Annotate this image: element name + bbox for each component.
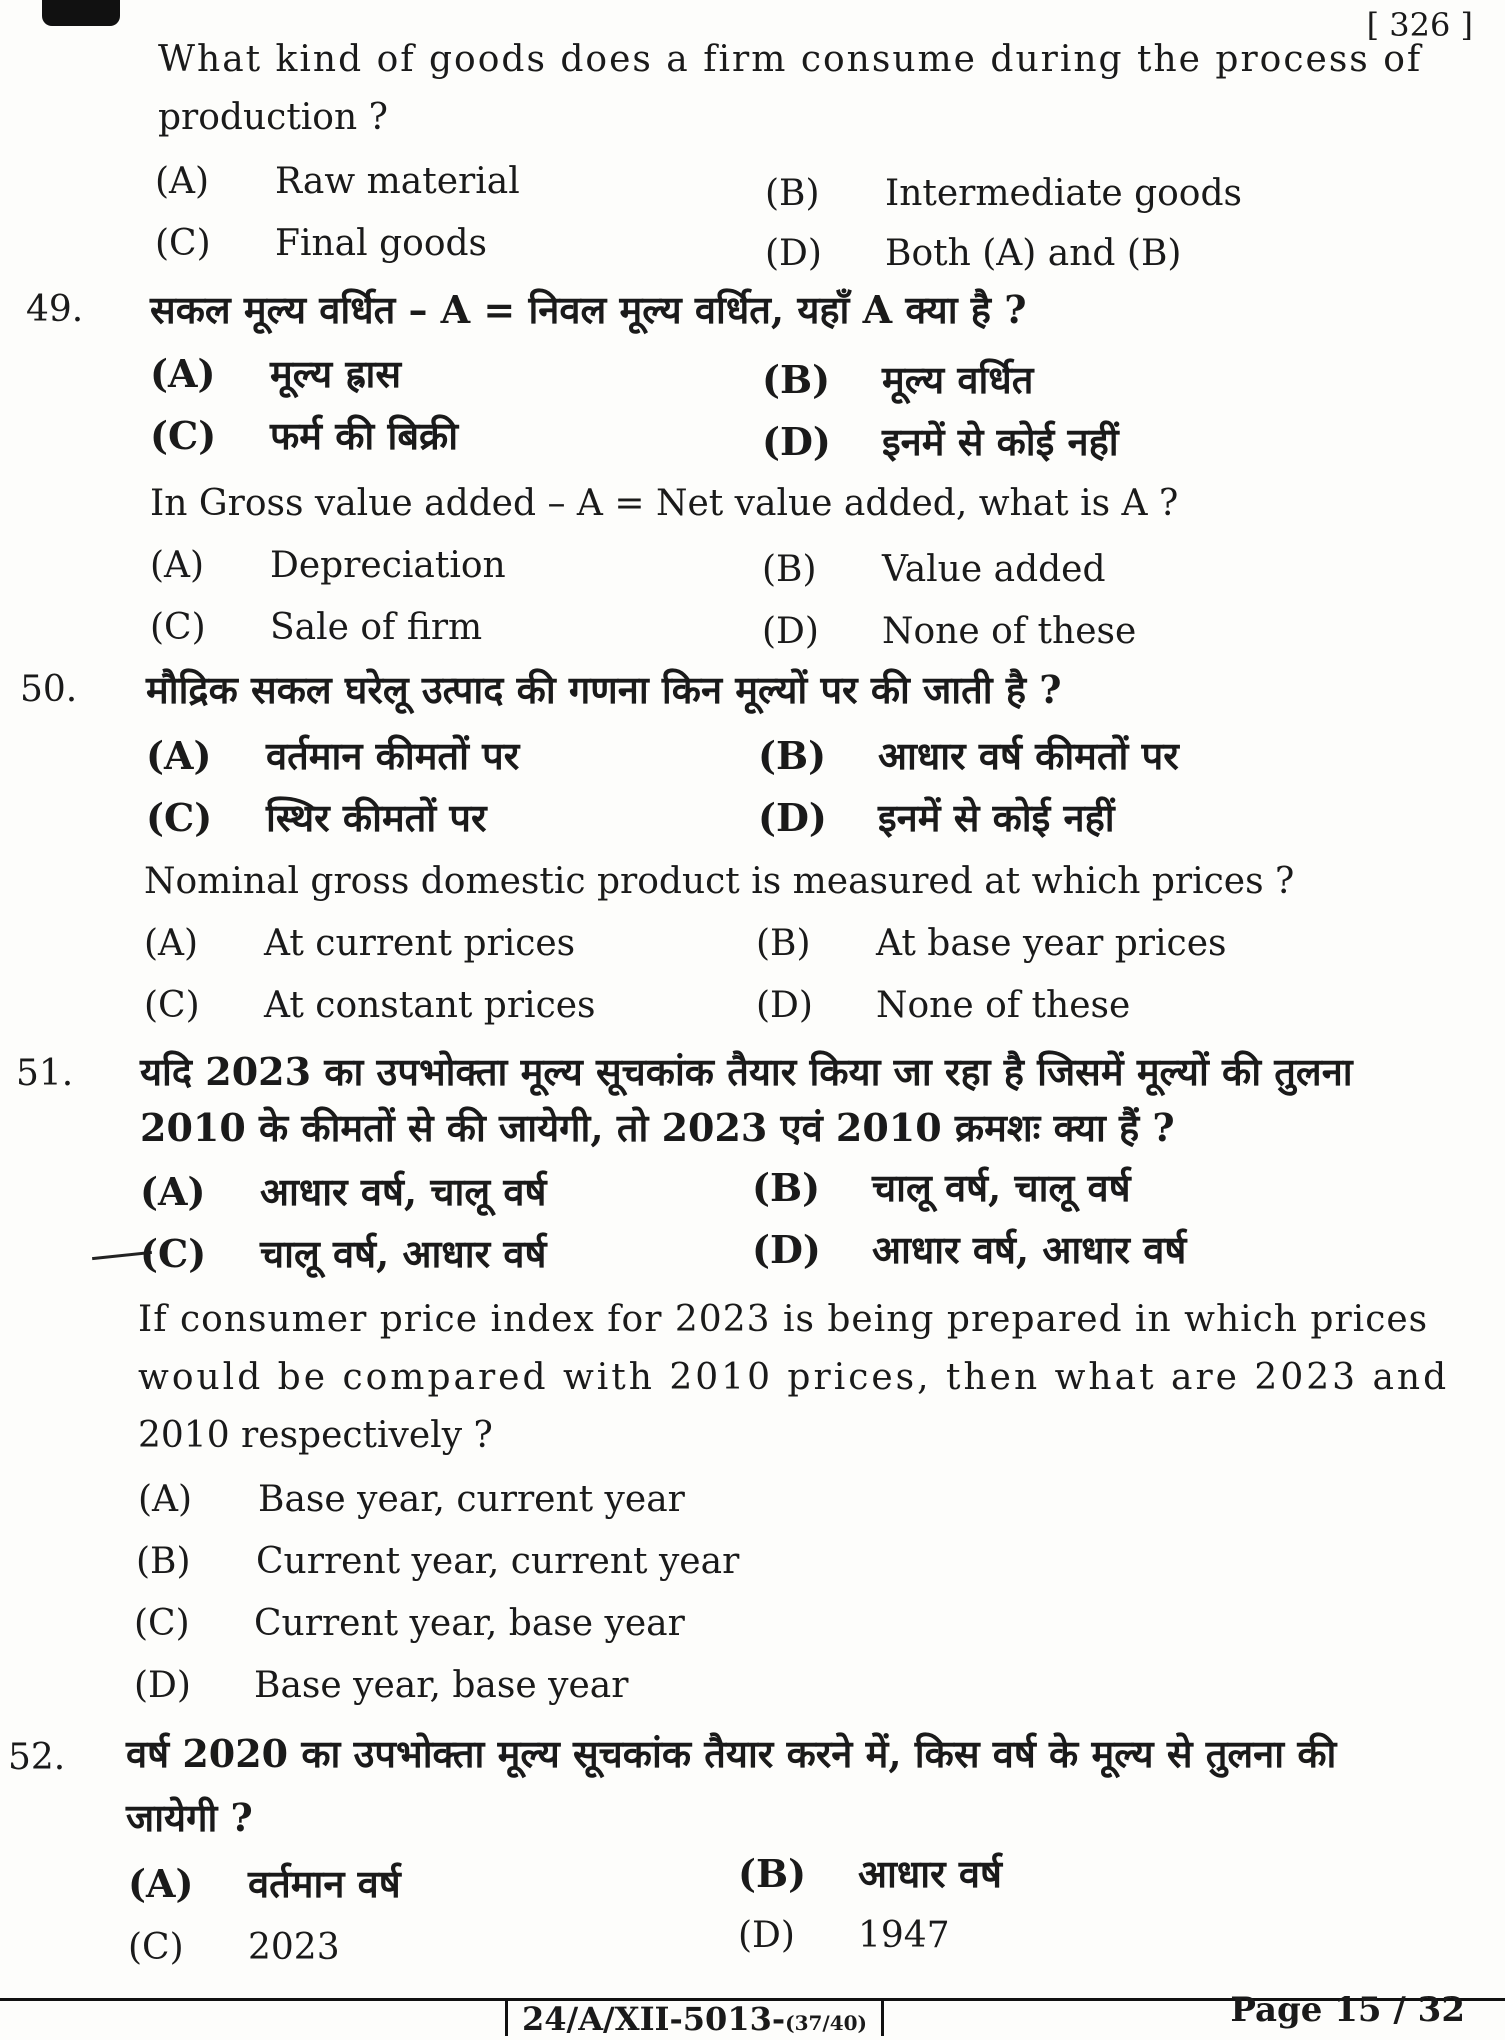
q50-question-english: Nominal gross domestic product is measured at which prices ? <box>144 861 1295 902</box>
q51-english-option-c: (C) Current year, base year <box>134 1603 685 1644</box>
q51-question-english-line3: 2010 respectively ? <box>138 1415 493 1456</box>
q52-number: 52. <box>8 1737 66 1778</box>
q51-hindi-option-d: (D) आधार वर्ष, आधार वर्ष <box>752 1227 1187 1272</box>
q51-question-hindi-line1: यदि 2023 का उपभोक्ता मूल्य सूचकांक तैयार किया जा रहा है जिसमें मूल्यों की तुलना <box>140 1049 1353 1094</box>
q51-question-english-line2: would be compared with 2010 prices, then what are 2023 and <box>138 1357 1450 1398</box>
q49-hindi-option-b: (B) मूल्य वर्धित <box>762 357 1034 402</box>
q49-number: 49. <box>26 289 84 330</box>
q50-hindi-option-d: (D) इनमें से कोई नहीं <box>758 795 1115 840</box>
q50-english-option-c: (C) At constant prices <box>144 985 596 1026</box>
q52-question-hindi-line1: वर्ष 2020 का उपभोक्ता मूल्य सूचकांक तैयार करने में, किस वर्ष के मूल्य से तुलना की <box>126 1731 1337 1776</box>
q50-english-option-a: (A) At current prices <box>144 923 576 964</box>
q50-number: 50. <box>20 669 78 710</box>
q49-hindi-option-a: (A) मूल्य ह्रास <box>150 351 402 396</box>
q52-hindi-option-d: (D) 1947 <box>738 1915 950 1956</box>
q51-hindi-option-b: (B) चालू वर्ष, चालू वर्ष <box>752 1165 1131 1210</box>
q49-english-option-a: (A) Depreciation <box>150 545 506 586</box>
q50-english-option-b: (B) At base year prices <box>756 923 1227 964</box>
q52-hindi-option-c: (C) 2023 <box>128 1927 340 1968</box>
page-number: Page 15 / 32 <box>1230 1990 1465 2030</box>
q51-hindi-option-a: (A) आधार वर्ष, चालू वर्ष <box>140 1169 547 1214</box>
q51-english-option-d: (D) Base year, base year <box>134 1665 629 1706</box>
q48-option-a: (A) Raw material <box>155 161 520 202</box>
q49-hindi-option-c: (C) फर्म की बिक्री <box>150 413 459 458</box>
paper-code: 24/A/XII-5013-(37/40) <box>505 2001 884 2036</box>
q49-question-english: In Gross value added – A = Net value added, what is A ? <box>150 483 1179 524</box>
q48-option-c: (C) Final goods <box>155 223 488 264</box>
q48-question-line2: production ? <box>158 97 388 138</box>
q50-english-option-d: (D) None of these <box>756 985 1131 1026</box>
q51-question-hindi-line2: 2010 के कीमतों से की जायेगी, तो 2023 एवं 2010 क्रमशः क्या हैं ? <box>140 1105 1175 1150</box>
q50-question-hindi: मौद्रिक सकल घरेलू उत्पाद की गणना किन मूल्यों पर की जाती है ? <box>146 667 1062 712</box>
q49-english-option-d: (D) None of these <box>762 611 1137 652</box>
corner-mark <box>42 0 120 26</box>
q49-hindi-option-d: (D) इनमें से कोई नहीं <box>762 419 1119 464</box>
q51-english-option-b: (B) Current year, current year <box>136 1541 740 1582</box>
q51-english-option-a: (A) Base year, current year <box>138 1479 685 1520</box>
q49-question-hindi: सकल मूल्य वर्धित – A = निवल मूल्य वर्धित, यहाँ A क्या है ? <box>150 287 1027 332</box>
q52-hindi-option-a: (A) वर्तमान वर्ष <box>128 1861 401 1906</box>
q50-hindi-option-c: (C) स्थिर कीमतों पर <box>146 795 487 840</box>
q50-hindi-option-a: (A) वर्तमान कीमतों पर <box>146 733 520 778</box>
q52-question-hindi-line2: जायेगी ? <box>126 1795 253 1840</box>
q48-option-d: (D) Both (A) and (B) <box>765 233 1182 274</box>
q51-number: 51. <box>16 1053 74 1094</box>
q50-hindi-option-b: (B) आधार वर्ष कीमतों पर <box>758 733 1179 778</box>
q51-question-english-line1: If consumer price index for 2023 is being prepared in which prices <box>138 1299 1429 1340</box>
page-reference: [ 326 ] <box>1366 6 1473 44</box>
q49-english-option-b: (B) Value added <box>762 549 1106 590</box>
q51-hindi-option-c: (C) चालू वर्ष, आधार वर्ष <box>140 1231 547 1276</box>
q49-english-option-c: (C) Sale of firm <box>150 607 483 648</box>
q52-hindi-option-b: (B) आधार वर्ष <box>738 1851 1002 1896</box>
q48-option-b: (B) Intermediate goods <box>765 173 1242 214</box>
q48-question-line1: What kind of goods does a firm consume during the process of <box>158 39 1423 80</box>
